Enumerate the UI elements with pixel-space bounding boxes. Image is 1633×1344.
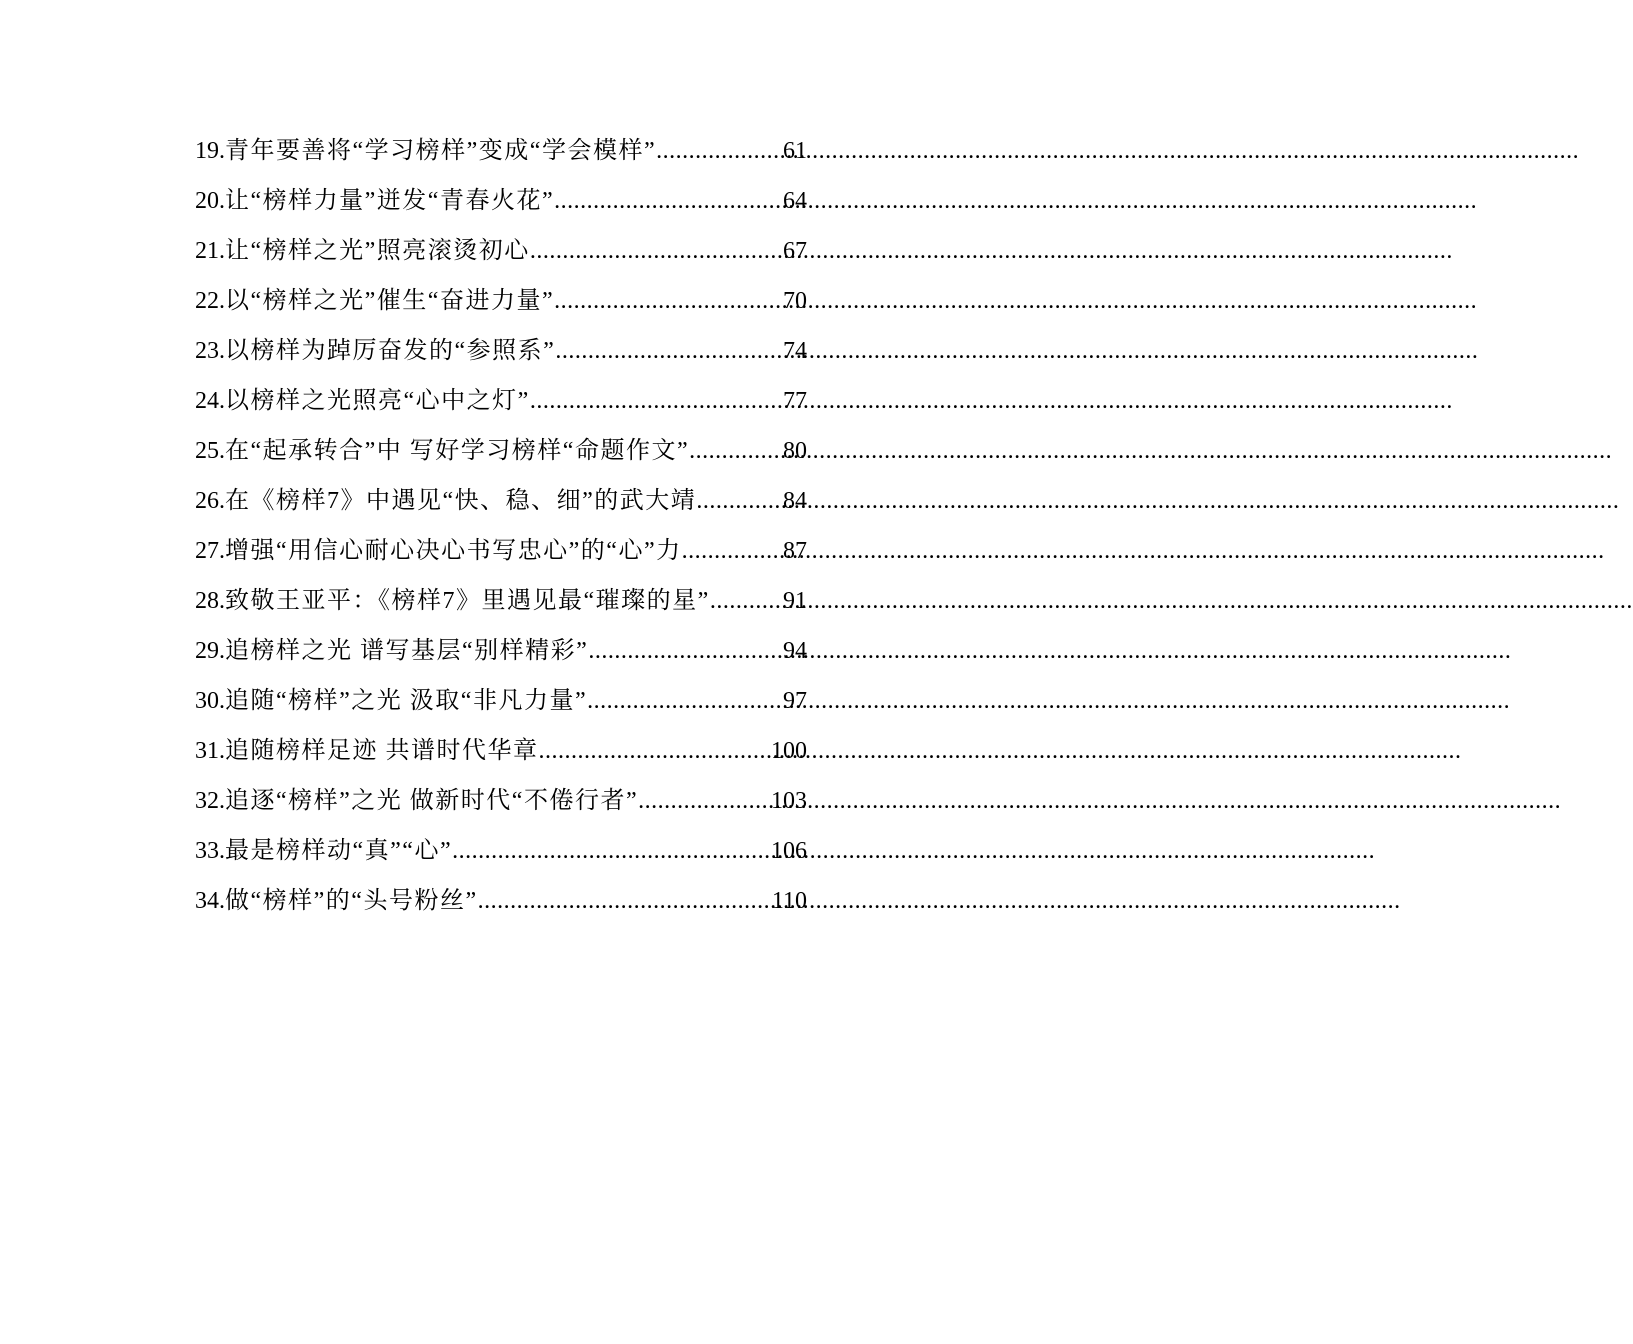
toc-entry-number: 19. <box>195 138 225 164</box>
toc-entry-title: 让“榜样之光”照亮滚烫初心 <box>225 238 530 264</box>
toc-dot-leader <box>478 876 772 926</box>
toc-entry-title: 致敬王亚平：《榜样7》里遇见最“璀璨的星” <box>225 588 710 614</box>
toc-entry-page: 94 <box>783 638 807 664</box>
table-of-contents <box>195 126 807 926</box>
toc-entry-page: 74 <box>783 338 807 364</box>
toc-dot-leader <box>530 376 783 426</box>
toc-entry-page: 77 <box>783 388 807 414</box>
toc-entry-number: 25. <box>195 438 225 464</box>
toc-entry <box>195 676 807 726</box>
toc-entry <box>195 176 807 226</box>
toc-entry-number: 21. <box>195 238 225 264</box>
toc-entry-title: 让“榜样力量”迸发“青春火花” <box>225 188 555 214</box>
toc-entry-title: 在《榜样7》中遇见“快、稳、细”的武大靖 <box>225 488 697 514</box>
toc-entry-title: 最是榜样动“真”“心” <box>225 838 453 864</box>
toc-entry <box>195 426 807 476</box>
toc-entry-number: 27. <box>195 538 225 564</box>
toc-dot-leader <box>587 676 783 726</box>
toc-entry-title: 增强“用信心耐心决心书写忠心”的“心”力 <box>225 538 682 564</box>
toc-entry-title: 追随“榜样”之光 汲取“非凡力量” <box>225 688 588 714</box>
toc-entry <box>195 876 807 926</box>
toc-entry-page: 64 <box>783 188 807 214</box>
toc-entry-page: 91 <box>783 588 807 614</box>
toc-entry-number: 34. <box>195 888 225 914</box>
toc-dot-leader <box>555 326 783 376</box>
toc-entry <box>195 326 807 376</box>
toc-entry-title: 追逐“榜样”之光 做新时代“不倦行者” <box>225 788 639 814</box>
toc-entry <box>195 476 807 526</box>
toc-entry-number: 28. <box>195 588 225 614</box>
toc-entry-page: 97 <box>783 688 807 714</box>
toc-entry-page: 106 <box>771 838 807 864</box>
toc-entry-page: 110 <box>771 888 807 914</box>
toc-entry-page: 70 <box>783 288 807 314</box>
toc-entry-number: 23. <box>195 338 225 364</box>
toc-entry <box>195 826 807 876</box>
toc-entry-number: 33. <box>195 838 225 864</box>
toc-dot-leader <box>682 526 783 576</box>
toc-dot-leader <box>554 276 783 326</box>
toc-dot-leader <box>689 426 783 476</box>
toc-entry <box>195 776 807 826</box>
toc-dot-leader <box>588 626 783 676</box>
toc-dot-leader <box>656 126 783 176</box>
toc-entry-number: 30. <box>195 688 225 714</box>
toc-entry-page: 100 <box>771 738 807 764</box>
toc-dot-leader <box>710 576 783 626</box>
toc-entry-page: 67 <box>783 238 807 264</box>
toc-dot-leader <box>530 226 783 276</box>
toc-entry-title: 在“起承转合”中 写好学习榜样“命题作文” <box>225 438 690 464</box>
toc-entry-page: 61 <box>783 138 807 164</box>
toc-entry-number: 24. <box>195 388 225 414</box>
toc-entry <box>195 726 807 776</box>
toc-entry <box>195 576 807 626</box>
toc-entry-title: 追随榜样足迹 共谱时代华章 <box>225 738 539 764</box>
toc-entry-number: 32. <box>195 788 225 814</box>
toc-entry-number: 20. <box>195 188 225 214</box>
toc-entry-number: 22. <box>195 288 225 314</box>
toc-dot-leader <box>554 176 783 226</box>
toc-entry <box>195 126 807 176</box>
toc-dot-leader <box>452 826 771 876</box>
toc-entry <box>195 226 807 276</box>
toc-entry-number: 26. <box>195 488 225 514</box>
toc-entry-title: 追榜样之光 谱写基层“别样精彩” <box>225 638 589 664</box>
toc-entry-number: 31. <box>195 738 225 764</box>
toc-entry-title: 以“榜样之光”催生“奋进力量” <box>225 288 555 314</box>
toc-entry-page: 87 <box>783 538 807 564</box>
toc-entry-page: 80 <box>783 438 807 464</box>
toc-entry-page: 103 <box>771 788 807 814</box>
toc-entry-title: 以榜样之光照亮“心中之灯” <box>225 388 530 414</box>
toc-dot-leader <box>539 726 772 776</box>
toc-dot-leader <box>696 476 783 526</box>
toc-entry-title: 青年要善将“学习榜样”变成“学会模样” <box>225 138 657 164</box>
toc-entry-number: 29. <box>195 638 225 664</box>
toc-entry-title: 做“榜样”的“头号粉丝” <box>225 888 478 914</box>
toc-entry-title: 以榜样为踔厉奋发的“参照系” <box>225 338 556 364</box>
toc-entry <box>195 626 807 676</box>
toc-entry-page: 84 <box>783 488 807 514</box>
toc-entry <box>195 276 807 326</box>
toc-entry <box>195 376 807 426</box>
toc-dot-leader <box>638 776 771 826</box>
toc-entry <box>195 526 807 576</box>
